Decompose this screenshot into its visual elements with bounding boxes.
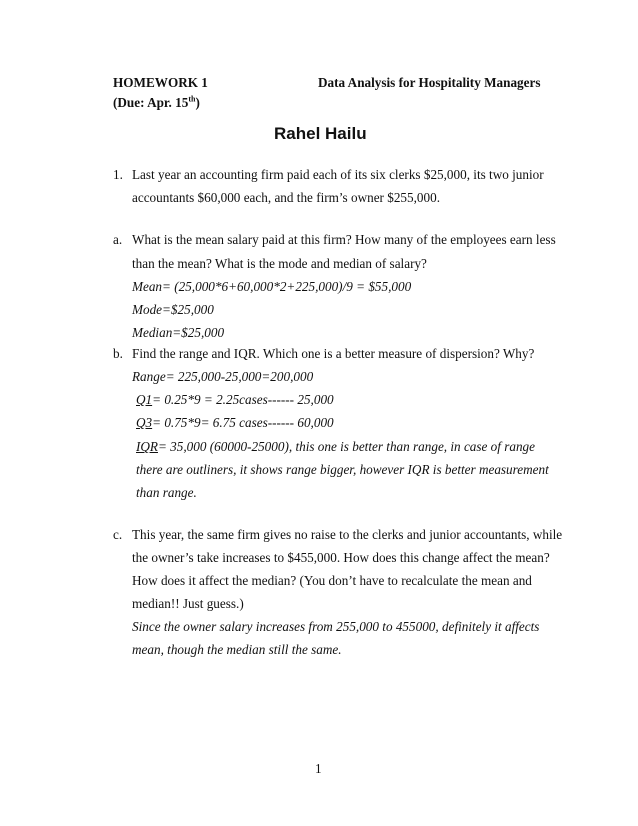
course-title: Data Analysis for Hospitality Managers [318, 75, 541, 90]
question-text: Find the range and IQR. Which one is a better measure of dispersion? Why? [132, 346, 535, 361]
page-number: 1 [315, 761, 322, 776]
question-text: than the mean? What is the mode and median of salary? [132, 256, 427, 271]
answer-text: Mean= (25,000*6+60,000*2+225,000)/9 = $55,000 [132, 279, 412, 294]
answer-text: mean, though the median still the same. [132, 642, 342, 657]
answer-text: there are outliners, it shows range bigger, however IQR is better measurement [136, 462, 549, 477]
homework-title: HOMEWORK 1 [113, 75, 208, 90]
answer-text: Since the owner salary increases from 255,000 to 455000, definitely it affects [132, 619, 540, 634]
part-letter: b. [113, 346, 123, 361]
answer-text: Range= 225,000-25,000=200,000 [132, 369, 314, 384]
answer-text: than range. [136, 485, 197, 500]
answer-text: Q3= 0.75*9= 6.75 cases------ 60,000 [136, 415, 334, 430]
question-text: the owner’s take increases to $455,000. How does this change affect the mean? [132, 550, 550, 565]
question-text: This year, the same firm gives no raise to the clerks and junior accountants, while [132, 527, 563, 542]
question-text: How does it affect the median? (You don’t have to recalculate the mean and [132, 573, 532, 588]
question-text: median!! Just guess.) [132, 596, 244, 611]
question-number: 1. [113, 167, 123, 182]
part-letter: c. [113, 527, 123, 542]
due-date: (Due: Apr. 15th) [113, 94, 200, 110]
question-text: accountants $60,000 each, and the firm’s owner $255,000. [132, 190, 440, 205]
part-letter: a. [113, 232, 123, 247]
question-text: Last year an accounting firm paid each of its six clerks $25,000, its two junior [132, 167, 544, 182]
question-text: What is the mean salary paid at this firm? How many of the employees earn less [132, 232, 556, 247]
answer-text: Q1= 0.25*9 = 2.25cases------ 25,000 [136, 392, 334, 407]
answer-text: IQR= 35,000 (60000-25000), this one is better than range, in case of range [136, 439, 535, 454]
author-name: Rahel Hailu [274, 124, 367, 143]
answer-text: Mode=$25,000 [132, 302, 214, 317]
answer-text: Median=$25,000 [132, 325, 225, 340]
